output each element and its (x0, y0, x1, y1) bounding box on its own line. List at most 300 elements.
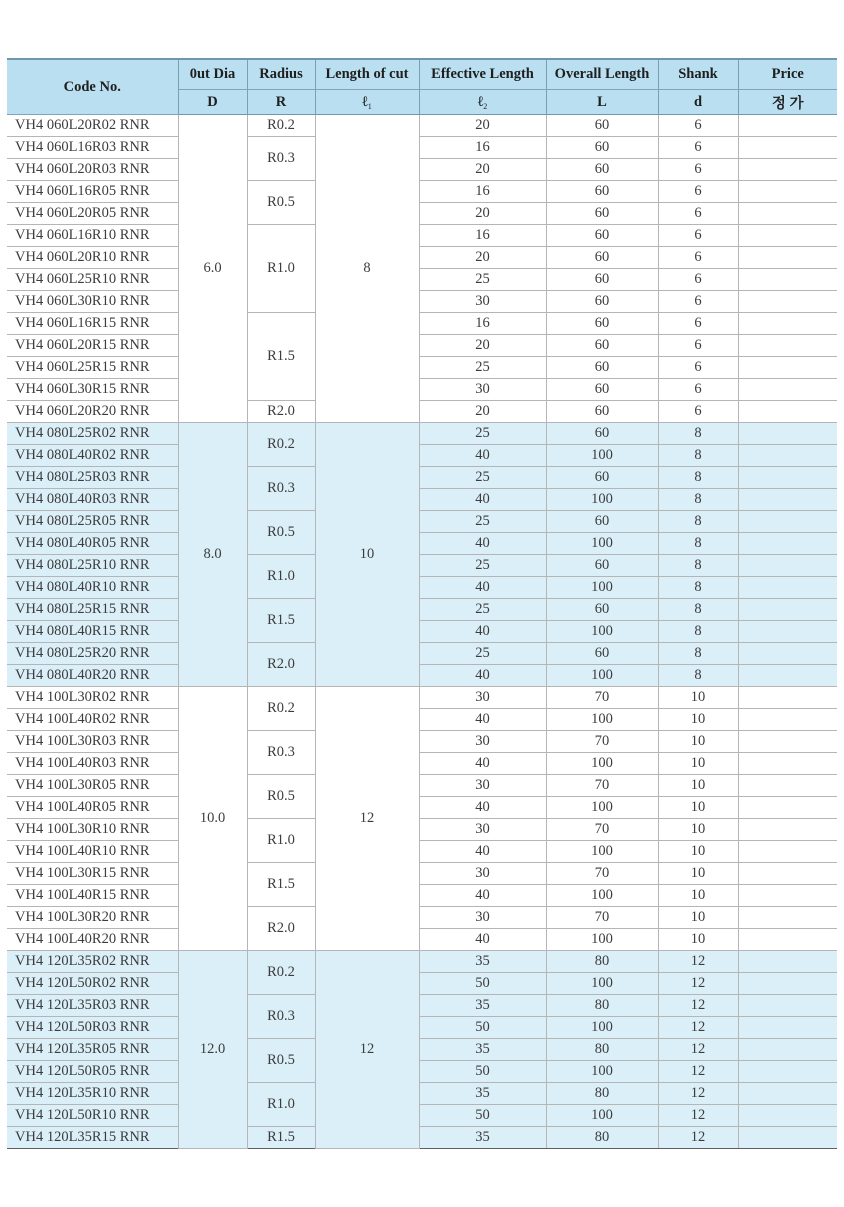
table-row (7, 775, 837, 797)
price-cell (738, 951, 837, 973)
table-row (7, 225, 837, 247)
shank-cell: 6 (658, 225, 738, 247)
price-cell (738, 577, 837, 599)
table-body (7, 115, 837, 1149)
effective-length-cell: 35 (419, 951, 546, 973)
header-out-dia: 0ut Dia (178, 59, 247, 90)
shank-cell: 8 (658, 643, 738, 665)
table-row (7, 995, 837, 1017)
shank-cell: 8 (658, 467, 738, 489)
code-no-cell: VH4 060L25R10 RNR (7, 269, 178, 291)
shank-cell: 12 (658, 1083, 738, 1105)
shank-cell: 10 (658, 841, 738, 863)
shank-cell: 6 (658, 181, 738, 203)
overall-length-cell: 60 (546, 401, 658, 423)
price-cell (738, 467, 837, 489)
price-cell (738, 841, 837, 863)
overall-length-cell: 100 (546, 489, 658, 511)
effective-length-cell: 40 (419, 709, 546, 731)
price-cell (738, 1039, 837, 1061)
effective-length-cell: 20 (419, 247, 546, 269)
overall-length-cell: 100 (546, 797, 658, 819)
shank-cell: 12 (658, 973, 738, 995)
radius-cell: R0.2 (247, 951, 315, 995)
radius-cell: R0.5 (247, 775, 315, 819)
effective-length-cell: 16 (419, 137, 546, 159)
shank-cell: 8 (658, 555, 738, 577)
overall-length-cell: 100 (546, 841, 658, 863)
table-row (7, 1127, 837, 1149)
table-row (7, 841, 837, 863)
length-of-cut-cell: 10 (315, 423, 419, 687)
spec-table (7, 58, 837, 1149)
radius-cell: R2.0 (247, 401, 315, 423)
effective-length-cell: 50 (419, 1061, 546, 1083)
radius-cell: R1.0 (247, 819, 315, 863)
code-no-cell: VH4 080L40R02 RNR (7, 445, 178, 467)
header-symbol-shank: d (658, 90, 738, 115)
effective-length-cell: 40 (419, 665, 546, 687)
table-row (7, 115, 837, 137)
price-cell (738, 401, 837, 423)
table-row (7, 1061, 837, 1083)
price-cell (738, 159, 837, 181)
price-cell (738, 621, 837, 643)
header-price: Price (738, 59, 837, 90)
code-no-cell: VH4 060L16R10 RNR (7, 225, 178, 247)
effective-length-cell: 20 (419, 159, 546, 181)
price-cell (738, 995, 837, 1017)
radius-cell: R1.0 (247, 555, 315, 599)
effective-length-cell: 50 (419, 1105, 546, 1127)
table-row (7, 863, 837, 885)
radius-cell: R2.0 (247, 907, 315, 951)
table-row (7, 313, 837, 335)
code-no-cell: VH4 080L40R10 RNR (7, 577, 178, 599)
header-shank: Shank (658, 59, 738, 90)
price-cell (738, 555, 837, 577)
code-no-cell: VH4 100L40R03 RNR (7, 753, 178, 775)
shank-cell: 12 (658, 1061, 738, 1083)
header-effective-length: Effective Length (419, 59, 546, 90)
overall-length-cell: 80 (546, 995, 658, 1017)
table-row (7, 203, 837, 225)
shank-cell: 10 (658, 775, 738, 797)
symbol-l2-subscript: 2 (483, 101, 488, 111)
code-no-cell: VH4 100L30R02 RNR (7, 687, 178, 709)
code-no-cell: VH4 120L35R10 RNR (7, 1083, 178, 1105)
effective-length-cell: 25 (419, 269, 546, 291)
effective-length-cell: 25 (419, 643, 546, 665)
out-dia-cell: 6.0 (178, 115, 247, 423)
overall-length-cell: 60 (546, 291, 658, 313)
price-cell (738, 1083, 837, 1105)
table-header (7, 59, 837, 115)
effective-length-cell: 30 (419, 731, 546, 753)
overall-length-cell: 60 (546, 313, 658, 335)
code-no-cell: VH4 120L50R03 RNR (7, 1017, 178, 1039)
code-no-cell: VH4 120L50R10 RNR (7, 1105, 178, 1127)
header-symbol-r: R (247, 90, 315, 115)
table-row (7, 401, 837, 423)
effective-length-cell: 20 (419, 401, 546, 423)
price-cell (738, 423, 837, 445)
shank-cell: 10 (658, 731, 738, 753)
overall-length-cell: 100 (546, 929, 658, 951)
effective-length-cell: 25 (419, 599, 546, 621)
radius-cell: R0.3 (247, 137, 315, 181)
shank-cell: 6 (658, 203, 738, 225)
shank-cell: 8 (658, 423, 738, 445)
code-no-cell: VH4 060L25R15 RNR (7, 357, 178, 379)
code-no-cell: VH4 120L50R05 RNR (7, 1061, 178, 1083)
price-cell (738, 511, 837, 533)
radius-cell: R1.5 (247, 1127, 315, 1149)
overall-length-cell: 80 (546, 951, 658, 973)
code-no-cell: VH4 060L20R20 RNR (7, 401, 178, 423)
radius-cell: R0.2 (247, 115, 315, 137)
price-cell (738, 819, 837, 841)
shank-cell: 10 (658, 797, 738, 819)
overall-length-cell: 100 (546, 753, 658, 775)
shank-cell: 8 (658, 621, 738, 643)
effective-length-cell: 30 (419, 291, 546, 313)
price-cell (738, 247, 837, 269)
price-cell (738, 797, 837, 819)
overall-length-cell: 60 (546, 137, 658, 159)
code-no-cell: VH4 100L40R15 RNR (7, 885, 178, 907)
radius-cell: R1.0 (247, 225, 315, 313)
overall-length-cell: 100 (546, 577, 658, 599)
shank-cell: 6 (658, 335, 738, 357)
price-cell (738, 137, 837, 159)
header-symbol-l2 (419, 90, 546, 115)
shank-cell: 6 (658, 159, 738, 181)
radius-cell: R0.5 (247, 511, 315, 555)
code-no-cell: VH4 100L30R10 RNR (7, 819, 178, 841)
effective-length-cell: 40 (419, 621, 546, 643)
radius-cell: R0.3 (247, 467, 315, 511)
shank-cell: 10 (658, 687, 738, 709)
radius-cell: R1.5 (247, 599, 315, 643)
price-cell (738, 709, 837, 731)
symbol-l1-subscript: 1 (367, 101, 372, 111)
price-cell (738, 1017, 837, 1039)
price-cell (738, 269, 837, 291)
table-row (7, 357, 837, 379)
header-overall-length: Overall Length (546, 59, 658, 90)
shank-cell: 10 (658, 907, 738, 929)
price-cell (738, 599, 837, 621)
price-cell (738, 313, 837, 335)
overall-length-cell: 80 (546, 1039, 658, 1061)
out-dia-cell: 8.0 (178, 423, 247, 687)
shank-cell: 6 (658, 379, 738, 401)
overall-length-cell: 60 (546, 379, 658, 401)
price-cell (738, 753, 837, 775)
code-no-cell: VH4 080L40R15 RNR (7, 621, 178, 643)
code-no-cell: VH4 120L35R03 RNR (7, 995, 178, 1017)
code-no-cell: VH4 100L40R20 RNR (7, 929, 178, 951)
effective-length-cell: 30 (419, 907, 546, 929)
radius-cell: R1.5 (247, 863, 315, 907)
code-no-cell: VH4 060L20R03 RNR (7, 159, 178, 181)
code-no-cell: VH4 080L40R03 RNR (7, 489, 178, 511)
table-row (7, 445, 837, 467)
overall-length-cell: 100 (546, 885, 658, 907)
effective-length-cell: 40 (419, 929, 546, 951)
overall-length-cell: 60 (546, 423, 658, 445)
length-of-cut-cell: 8 (315, 115, 419, 423)
shank-cell: 6 (658, 313, 738, 335)
overall-length-cell: 100 (546, 533, 658, 555)
price-cell (738, 973, 837, 995)
shank-cell: 10 (658, 819, 738, 841)
price-cell (738, 885, 837, 907)
overall-length-cell: 60 (546, 269, 658, 291)
effective-length-cell: 16 (419, 181, 546, 203)
effective-length-cell: 40 (419, 753, 546, 775)
shank-cell: 12 (658, 1039, 738, 1061)
code-no-cell: VH4 080L25R02 RNR (7, 423, 178, 445)
table-row (7, 929, 837, 951)
code-no-cell: VH4 100L30R05 RNR (7, 775, 178, 797)
price-cell (738, 357, 837, 379)
overall-length-cell: 60 (546, 357, 658, 379)
overall-length-cell: 80 (546, 1127, 658, 1149)
table-row (7, 181, 837, 203)
shank-cell: 10 (658, 709, 738, 731)
shank-cell: 6 (658, 247, 738, 269)
effective-length-cell: 35 (419, 995, 546, 1017)
shank-cell: 8 (658, 577, 738, 599)
shank-cell: 12 (658, 951, 738, 973)
effective-length-cell: 30 (419, 863, 546, 885)
price-cell (738, 291, 837, 313)
price-cell (738, 533, 837, 555)
price-cell (738, 643, 837, 665)
table-row (7, 159, 837, 181)
overall-length-cell: 60 (546, 159, 658, 181)
overall-length-cell: 100 (546, 1017, 658, 1039)
shank-cell: 12 (658, 1127, 738, 1149)
shank-cell: 8 (658, 511, 738, 533)
table-row (7, 269, 837, 291)
table-row (7, 379, 837, 401)
shank-cell: 6 (658, 137, 738, 159)
shank-cell: 8 (658, 489, 738, 511)
effective-length-cell: 30 (419, 819, 546, 841)
table-row (7, 1039, 837, 1061)
overall-length-cell: 60 (546, 643, 658, 665)
table-row (7, 489, 837, 511)
header-length-of-cut: Length of cut (315, 59, 419, 90)
effective-length-cell: 40 (419, 445, 546, 467)
effective-length-cell: 25 (419, 467, 546, 489)
header-symbol-overall: L (546, 90, 658, 115)
overall-length-cell: 60 (546, 247, 658, 269)
overall-length-cell: 70 (546, 863, 658, 885)
code-no-cell: VH4 060L16R05 RNR (7, 181, 178, 203)
radius-cell: R0.2 (247, 423, 315, 467)
shank-cell: 12 (658, 1105, 738, 1127)
radius-cell: R0.3 (247, 995, 315, 1039)
price-cell (738, 225, 837, 247)
effective-length-cell: 30 (419, 379, 546, 401)
effective-length-cell: 40 (419, 489, 546, 511)
code-no-cell: VH4 080L40R20 RNR (7, 665, 178, 687)
overall-length-cell: 70 (546, 687, 658, 709)
effective-length-cell: 25 (419, 555, 546, 577)
code-no-cell: VH4 080L25R15 RNR (7, 599, 178, 621)
effective-length-cell: 16 (419, 225, 546, 247)
overall-length-cell: 60 (546, 599, 658, 621)
shank-cell: 6 (658, 115, 738, 137)
out-dia-cell: 10.0 (178, 687, 247, 951)
effective-length-cell: 40 (419, 533, 546, 555)
effective-length-cell: 40 (419, 797, 546, 819)
shank-cell: 10 (658, 885, 738, 907)
effective-length-cell: 20 (419, 203, 546, 225)
price-cell (738, 665, 837, 687)
price-cell (738, 687, 837, 709)
radius-cell: R2.0 (247, 643, 315, 687)
table-row (7, 137, 837, 159)
product-spec-table (7, 58, 837, 1149)
effective-length-cell: 25 (419, 423, 546, 445)
table-row (7, 1017, 837, 1039)
length-of-cut-cell: 12 (315, 687, 419, 951)
table-row (7, 731, 837, 753)
effective-length-cell: 25 (419, 357, 546, 379)
shank-cell: 6 (658, 401, 738, 423)
overall-length-cell: 60 (546, 225, 658, 247)
shank-cell: 12 (658, 995, 738, 1017)
effective-length-cell: 50 (419, 973, 546, 995)
code-no-cell: VH4 100L40R10 RNR (7, 841, 178, 863)
code-no-cell: VH4 080L25R10 RNR (7, 555, 178, 577)
table-row (7, 797, 837, 819)
overall-length-cell: 60 (546, 115, 658, 137)
overall-length-cell: 60 (546, 511, 658, 533)
header-symbol-price: 정 가 (738, 90, 837, 115)
price-cell (738, 379, 837, 401)
code-no-cell: VH4 120L50R02 RNR (7, 973, 178, 995)
code-no-cell: VH4 100L40R05 RNR (7, 797, 178, 819)
effective-length-cell: 40 (419, 885, 546, 907)
code-no-cell: VH4 100L30R20 RNR (7, 907, 178, 929)
price-cell (738, 335, 837, 357)
price-cell (738, 203, 837, 225)
code-no-cell: VH4 120L35R15 RNR (7, 1127, 178, 1149)
effective-length-cell: 40 (419, 841, 546, 863)
symbol-l1: ℓ (362, 93, 368, 110)
overall-length-cell: 100 (546, 1105, 658, 1127)
table-row (7, 621, 837, 643)
shank-cell: 12 (658, 1017, 738, 1039)
radius-cell: R1.0 (247, 1083, 315, 1127)
price-cell (738, 1061, 837, 1083)
effective-length-cell: 40 (419, 577, 546, 599)
price-cell (738, 731, 837, 753)
shank-cell: 6 (658, 291, 738, 313)
table-row (7, 247, 837, 269)
shank-cell: 8 (658, 533, 738, 555)
code-no-cell: VH4 060L30R15 RNR (7, 379, 178, 401)
overall-length-cell: 70 (546, 907, 658, 929)
code-no-cell: VH4 100L30R15 RNR (7, 863, 178, 885)
price-cell (738, 1105, 837, 1127)
shank-cell: 8 (658, 445, 738, 467)
shank-cell: 8 (658, 665, 738, 687)
effective-length-cell: 16 (419, 313, 546, 335)
effective-length-cell: 25 (419, 511, 546, 533)
table-row (7, 643, 837, 665)
table-row (7, 907, 837, 929)
code-no-cell: VH4 060L20R05 RNR (7, 203, 178, 225)
overall-length-cell: 60 (546, 467, 658, 489)
price-cell (738, 929, 837, 951)
effective-length-cell: 20 (419, 115, 546, 137)
radius-cell: R0.5 (247, 1039, 315, 1083)
overall-length-cell: 100 (546, 445, 658, 467)
overall-length-cell: 70 (546, 819, 658, 841)
overall-length-cell: 60 (546, 335, 658, 357)
header-symbol-d: D (178, 90, 247, 115)
price-cell (738, 181, 837, 203)
overall-length-cell: 60 (546, 555, 658, 577)
effective-length-cell: 50 (419, 1017, 546, 1039)
code-no-cell: VH4 080L25R20 RNR (7, 643, 178, 665)
table-row (7, 1083, 837, 1105)
code-no-cell: VH4 060L30R10 RNR (7, 291, 178, 313)
price-cell (738, 775, 837, 797)
shank-cell: 10 (658, 929, 738, 951)
code-no-cell: VH4 060L16R15 RNR (7, 313, 178, 335)
overall-length-cell: 100 (546, 709, 658, 731)
header-symbol-l1 (315, 90, 419, 115)
code-no-cell: VH4 060L20R02 RNR (7, 115, 178, 137)
effective-length-cell: 35 (419, 1127, 546, 1149)
effective-length-cell: 30 (419, 775, 546, 797)
length-of-cut-cell: 12 (315, 951, 419, 1149)
table-row (7, 1105, 837, 1127)
header-code-no: Code No. (7, 59, 178, 115)
overall-length-cell: 60 (546, 203, 658, 225)
effective-length-cell: 30 (419, 687, 546, 709)
shank-cell: 10 (658, 753, 738, 775)
code-no-cell: VH4 080L40R05 RNR (7, 533, 178, 555)
table-row (7, 423, 837, 445)
overall-length-cell: 100 (546, 665, 658, 687)
table-row (7, 665, 837, 687)
table-row (7, 973, 837, 995)
overall-length-cell: 70 (546, 775, 658, 797)
price-cell (738, 489, 837, 511)
effective-length-cell: 35 (419, 1083, 546, 1105)
code-no-cell: VH4 060L16R03 RNR (7, 137, 178, 159)
radius-cell: R0.2 (247, 687, 315, 731)
code-no-cell: VH4 100L30R03 RNR (7, 731, 178, 753)
price-cell (738, 907, 837, 929)
table-row (7, 819, 837, 841)
table-row (7, 753, 837, 775)
code-no-cell: VH4 120L35R02 RNR (7, 951, 178, 973)
code-no-cell: VH4 080L25R03 RNR (7, 467, 178, 489)
effective-length-cell: 35 (419, 1039, 546, 1061)
price-cell (738, 1127, 837, 1149)
overall-length-cell: 100 (546, 973, 658, 995)
